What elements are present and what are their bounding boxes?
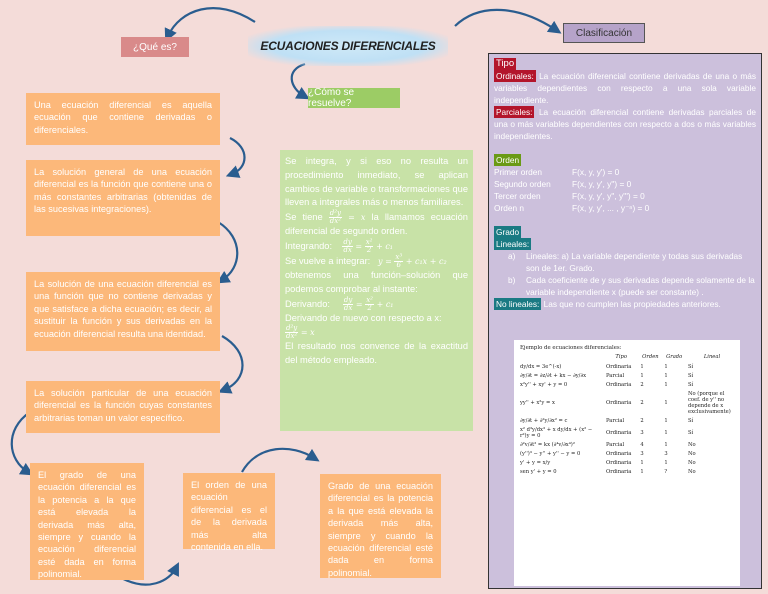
resolution-intro: Se integra, y si eso no resulta un procedimiento inmediato, se aplican cambios de variable o transformaciones que lleven a integrales más o menos familiares. bbox=[285, 156, 468, 208]
lineales-a: a) Lineales: a) La variable dependiente y todas sus derivadas son de 1er. Grado. bbox=[508, 251, 743, 273]
resolution-integrating: Integrando: $\frac{dy}{dx}$ = $\frac{\text{x²}}{2}$ + c₁ bbox=[285, 237, 394, 254]
table-row: yy'' + x²y = x Ordinaria 2 1 No (porque el coef. de y'' no depende de x exclusivamente) bbox=[520, 390, 731, 415]
resolution-integrate-again: Se vuelve a integrar: y = $\frac{\text{x³}}{6}$ + c₁x + c₂ bbox=[285, 252, 447, 269]
table-row: y' + y = x/y Ordinaria 1 1 No bbox=[520, 459, 696, 466]
box-particular-solution: La solución particular de una ecuación diferencial es la función cuyas constantes arbitrarias toman un valor específico. bbox=[26, 381, 220, 433]
table-row: ∂²v/∂t² = kx (∂⁴v/∂x⁴)² Parcial 4 1 No bbox=[520, 441, 696, 448]
resolution-box bbox=[280, 150, 473, 431]
resolution-conclusion: El resultado nos convence de la exactitud del método empleado. bbox=[285, 341, 468, 366]
table-row: sen y' + y = 0 Ordinaria 1 ? No bbox=[520, 468, 696, 475]
resolution-given: Se tiene $\frac{\text{d²y}}{\text{dx²}}$ = x la llamamos ecuación diferencial de segundo orden. bbox=[285, 209, 468, 237]
tag-que-es: ¿Qué es? bbox=[121, 37, 189, 57]
heading-tipo: Tipo bbox=[496, 58, 515, 69]
box-orden: El orden de una ecuación diferencial es el de la derivada más alta contenida en ella. bbox=[183, 473, 275, 549]
ordinales-item: Ordinales: La ecuación diferencial contiene derivadas de una o más variables dependientes con respecto a una sola variable independiente. bbox=[494, 71, 756, 105]
box-definition: Una ecuación diferencial es aquella ecuación que contiene derivadas o diferenciales. bbox=[26, 93, 220, 145]
resolution-derivando-again: Derivando de nuevo con respecto a x: bbox=[285, 312, 442, 323]
heading-orden: Orden bbox=[496, 155, 520, 165]
box-grado-2: Grado de una ecuación diferencial es la potencia a la que está elevada la derivada más alta, siempre y cuando la ecuación diferencial esté dada en forma polinomial. bbox=[320, 474, 441, 578]
tag-como-se-resuelve: ¿Cómo se resuelve? bbox=[308, 88, 400, 108]
eq-d2y-dx2: $\frac{\text{d²y}}{\text{dx²}}$ bbox=[329, 209, 341, 226]
example-table bbox=[518, 343, 738, 476]
no-lineales-item: No lineales: Las que no cumplen las propiedades anteriores. bbox=[496, 299, 721, 309]
resolution-derivando: Derivando: $\frac{dy}{dx}$ = $\frac{\text{x²}}{2}$ + c₁ bbox=[285, 295, 394, 312]
table-row: ∂y/∂t + ∂²y/∂x² = c Parcial 2 1 Sí bbox=[520, 417, 694, 424]
resolution-obtain: obtenemos una función–solución que podemos comprobar al instante: bbox=[285, 269, 468, 294]
example-table-header: Tipo Orden Grado Lineal bbox=[615, 354, 721, 360]
diagram-title: ECUACIONES DIFERENCIALES bbox=[260, 39, 436, 53]
orden-row: Primer orden F(x, y, y') = 0 bbox=[494, 167, 620, 177]
tag-clasificacion: Clasificación bbox=[563, 23, 645, 43]
parciales-item: Parciales: La ecuación diferencial contiene derivadas parciales de una o más variables dependientes con respecto a dos o más variables independientes. bbox=[494, 107, 756, 141]
example-table-caption: Ejemplo de ecuaciones diferenciales: bbox=[520, 344, 622, 351]
table-row: x²y'' + xy' + y = 0 Ordinaria 2 1 Sí bbox=[520, 381, 694, 388]
table-row: ∂y/∂t = ∂z/∂t + kx − ∂y/∂x Parcial 1 1 Sí bbox=[520, 372, 694, 379]
table-row: x² d³y/dx³ + x dy/dx + (x² − r²)y = 0 Ordinaria 3 1 Sí bbox=[520, 426, 694, 439]
title-cloud bbox=[248, 26, 448, 66]
box-grado: El grado de una ecuación diferencial es la potencia a la que está elevada la derivada más alta, siempre y cuando la ecuación diferencial esté dada en forma polinomial. bbox=[30, 463, 144, 580]
orden-row: Orden n F(x, y, y', ... , y⁻ⁿ) = 0 bbox=[494, 203, 650, 213]
table-row: dy/dx = 3e^(-x) Ordinaria 1 1 Sí bbox=[520, 363, 694, 370]
heading-lineales: Lineales: bbox=[496, 239, 530, 249]
orden-row: Segundo orden F(x, y, y', y'') = 0 bbox=[494, 179, 632, 189]
table-row: (y'')³ − y'' + y'' − y = 0 Ordinaria 3 3 No bbox=[520, 450, 696, 457]
box-general-solution: La solución general de una ecuación diferencial es la función que contiene una o más constantes arbitrarias (obtenidas de las sucesivas integraciones). bbox=[26, 160, 220, 236]
orden-row: Tercer orden F(x, y, y', y'', y''') = 0 bbox=[494, 191, 645, 201]
heading-grado: Grado bbox=[496, 227, 520, 237]
box-solution: La solución de una ecuación diferencial es una función que no contiene derivadas y que satisface a dicha ecuación; es decir, al sustituir la función y sus derivadas en la ecuación diferencial resulta una identidad. bbox=[26, 272, 220, 351]
lineales-b: b) Cada coeficiente de y sus derivadas depende solamente de la variable independiente x (puede ser constante) . bbox=[508, 275, 755, 297]
resolution-second-derivative: $\frac{\text{d²y}}{\text{dx²}}$ = x bbox=[286, 324, 315, 341]
